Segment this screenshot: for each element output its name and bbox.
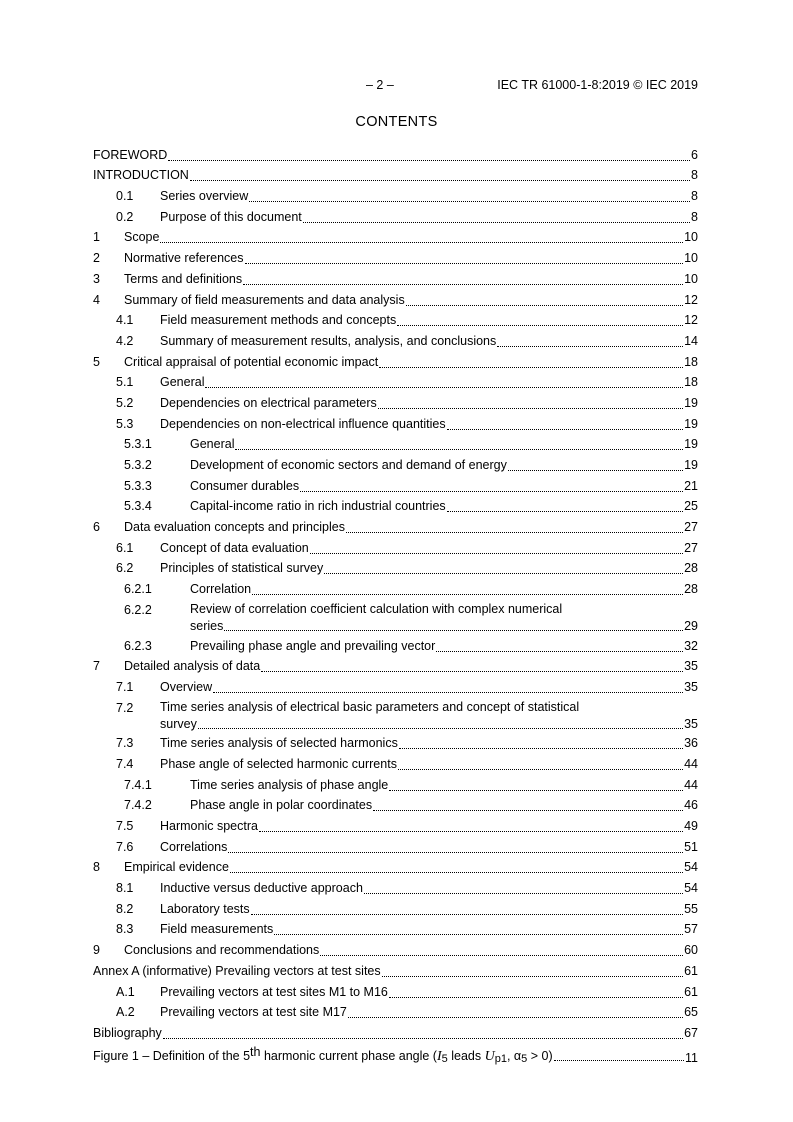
toc-entry-number: 5.3.3: [124, 478, 152, 493]
toc-entry-number: 5.1: [116, 375, 134, 390]
toc-entry[interactable]: [93, 558, 698, 579]
toc-entry-page: 51: [684, 839, 698, 854]
toc-entry-title: Terms and definitions: [124, 271, 243, 286]
toc-entry-number: 5.3: [116, 416, 134, 431]
toc-entry-page: 61: [684, 984, 698, 999]
toc-entry-title: Series overview: [160, 189, 249, 204]
toc-entry-title: Inductive versus deductive approach: [160, 881, 363, 896]
toc-entry[interactable]: [93, 919, 698, 940]
toc-entry-number: 8.2: [116, 901, 134, 916]
toc-entry[interactable]: [93, 413, 698, 434]
dot-leader: [230, 871, 683, 873]
toc-entry[interactable]: [93, 857, 698, 878]
toc-entry-number: 7.2: [116, 700, 134, 715]
toc-entry-page: 8: [691, 189, 698, 204]
toc-entry[interactable]: [93, 392, 698, 413]
toc-entry[interactable]: [93, 774, 698, 795]
toc-entry-page: 49: [684, 819, 698, 833]
toc-entry-number: 7.5: [116, 819, 134, 833]
toc-entry[interactable]: [93, 289, 698, 310]
toc-entry-number: 5.3.1: [124, 437, 152, 452]
toc-entry[interactable]: [93, 960, 698, 981]
toc-entry-title: Scope: [124, 230, 160, 245]
toc-entry-page: 19: [684, 458, 698, 472]
toc-entry-title: Detailed analysis of data: [124, 659, 261, 674]
toc-entry-number: 6: [93, 520, 100, 535]
toc-entry[interactable]: [93, 697, 698, 733]
toc-entry-page: 6: [691, 147, 698, 162]
dot-leader: [310, 552, 683, 554]
dot-leader: [274, 933, 683, 935]
toc-entry-title-continued: series: [190, 618, 224, 633]
toc-entry-number: 6.2: [116, 561, 134, 576]
dot-leader: [497, 345, 683, 347]
toc-entry-page: 19: [684, 416, 698, 431]
toc-entry-title: Conclusions and recommendations: [124, 943, 320, 958]
dot-leader: [389, 996, 683, 998]
toc-entry-page: 8: [691, 209, 698, 224]
toc-entry-title: Concept of data evaluation: [160, 540, 309, 555]
dot-leader: [213, 691, 683, 693]
toc-entry-number: 8.3: [116, 922, 134, 937]
toc-entry[interactable]: [93, 795, 698, 816]
toc-entry-page: 67: [684, 1025, 698, 1040]
toc-entry-title: Dependencies on electrical parameters: [160, 395, 377, 410]
toc-entry[interactable]: [93, 836, 698, 857]
page-header: [0, 78, 793, 94]
table-of-contents: [93, 144, 698, 1043]
toc-entry-page: 57: [684, 922, 698, 937]
toc-entry-number: 7.4: [116, 756, 134, 771]
dot-leader: [235, 448, 683, 450]
dot-leader: [320, 954, 683, 956]
toc-entry-title: FOREWORD: [93, 147, 168, 162]
toc-entry-page: 25: [684, 499, 698, 514]
toc-entry-page: 28: [684, 561, 698, 576]
toc-entry-title: Purpose of this document: [160, 209, 302, 224]
toc-entry-title: Field measurements: [160, 922, 274, 937]
dot-leader: [508, 469, 683, 471]
toc-entry-number: 8: [93, 860, 100, 875]
toc-entry-number: 7: [93, 659, 100, 674]
toc-entry-title: Prevailing vectors at test site M17: [160, 1005, 347, 1020]
toc-entry[interactable]: [93, 676, 698, 697]
toc-entry[interactable]: [93, 144, 698, 165]
toc-entry-page: 60: [684, 943, 698, 958]
toc-entry-title: Prevailing vectors at test sites M1 to M16: [160, 984, 388, 999]
toc-entry-title: Time series analysis of phase angle: [190, 777, 389, 792]
toc-entry-page: 54: [684, 860, 698, 875]
dot-leader: [303, 221, 690, 223]
toc-entry[interactable]: [93, 1022, 698, 1043]
toc-entry[interactable]: [93, 1002, 698, 1023]
toc-entry-title: Field measurement methods and concepts: [160, 313, 397, 328]
toc-entry-title: Summary of field measurements and data analysis: [124, 292, 405, 307]
dot-leader: [447, 510, 683, 512]
toc-entry-title: Dependencies on non-electrical influence quantities: [160, 416, 446, 431]
toc-entry-title: Prevailing phase angle and prevailing vector: [190, 638, 436, 653]
figure-title: Figure 1 – Definition of the 5th harmonic current phase angle ($I_5$ leads $U_{p1}$, $\alpha_5 > 0$): [93, 1045, 553, 1065]
toc-entry[interactable]: [93, 434, 698, 455]
toc-entry-number: 7.3: [116, 736, 134, 751]
toc-entry-page: 35: [684, 659, 698, 674]
toc-entry[interactable]: [93, 635, 698, 656]
toc-entry-page: 44: [684, 777, 698, 792]
toc-entry[interactable]: [93, 206, 698, 227]
dot-leader: [228, 851, 683, 853]
toc-entry-number: 0.2: [116, 209, 134, 224]
toc-entry[interactable]: [93, 599, 698, 635]
dot-leader: [205, 386, 683, 388]
toc-entry-title: Data evaluation concepts and principles: [124, 520, 345, 535]
dot-leader: [447, 428, 683, 430]
toc-entry[interactable]: [93, 454, 698, 475]
dot-leader: [245, 262, 684, 264]
toc-entry-page: 10: [684, 271, 698, 286]
dot-leader: [378, 407, 683, 409]
toc-entry[interactable]: [93, 753, 698, 774]
toc-entry[interactable]: [93, 165, 698, 186]
toc-entry-title: Principles of statistical survey: [160, 561, 324, 576]
toc-entry-title: Time series analysis of selected harmonics: [160, 736, 398, 751]
dot-leader: [252, 593, 683, 595]
toc-entry-number: 5.3.2: [124, 458, 152, 472]
dot-leader: [300, 490, 683, 492]
toc-entry-title: General: [190, 437, 235, 452]
toc-entry-number: 5: [93, 354, 100, 369]
toc-entry-page: 19: [684, 437, 698, 452]
toc-entry-page: 27: [684, 540, 698, 555]
toc-entry-title: Correlation: [190, 582, 252, 597]
toc-entry-page: 35: [684, 679, 698, 694]
toc-entry[interactable]: [93, 537, 698, 558]
toc-entry[interactable]: [93, 877, 698, 898]
toc-entry-number: 5.3.4: [124, 499, 152, 514]
toc-entry-page: 46: [684, 798, 698, 813]
toc-entry-title: General: [160, 375, 205, 390]
dot-leader: [163, 1037, 683, 1039]
toc-entry-number: 8.1: [116, 881, 134, 896]
toc-entry-page: 14: [684, 333, 698, 348]
dot-leader: [251, 913, 683, 915]
document-identifier: IEC TR 61000-1-8:2019 © IEC 2019: [497, 78, 698, 92]
toc-entry-title: Overview: [160, 679, 213, 694]
toc-entry-number: 2: [93, 251, 100, 266]
dot-leader: [198, 727, 683, 729]
toc-entry-page: 8: [691, 168, 698, 183]
toc-entry[interactable]: [93, 268, 698, 289]
toc-entry-number: 3: [93, 271, 100, 286]
toc-entry[interactable]: [93, 496, 698, 517]
toc-entry[interactable]: [93, 227, 698, 248]
toc-entry-page: 10: [684, 230, 698, 245]
toc-entry-number: 7.1: [116, 679, 134, 694]
toc-entry-title: Phase angle in polar coordinates: [190, 798, 373, 813]
dot-leader: [436, 650, 683, 652]
toc-entry-title: Correlations: [160, 839, 228, 854]
toc-entry-number: 1: [93, 230, 100, 245]
toc-entry-title: Bibliography: [93, 1025, 162, 1040]
toc-entry-title: Capital-income ratio in rich industrial countries: [190, 499, 446, 514]
toc-entry-page: 28: [684, 582, 698, 597]
page-number: – 2 –: [366, 78, 394, 92]
toc-entry-number: 7.4.2: [124, 798, 152, 813]
dot-leader: [261, 670, 683, 672]
dot-leader: [348, 1016, 683, 1018]
toc-entry-number: 6.2.3: [124, 638, 152, 653]
toc-entry[interactable]: [93, 247, 698, 268]
toc-entry-page: 32: [684, 638, 698, 653]
toc-entry-page: 27: [684, 520, 698, 535]
toc-entry[interactable]: [93, 733, 698, 754]
dot-leader: [398, 768, 683, 770]
dot-leader: [389, 789, 683, 791]
dot-leader: [397, 324, 683, 326]
toc-entry[interactable]: [93, 330, 698, 351]
toc-entry-number: 4.2: [116, 333, 134, 348]
dot-leader: [382, 975, 683, 977]
toc-entry[interactable]: [93, 815, 698, 836]
toc-entry-title: Empirical evidence: [124, 860, 229, 875]
toc-entry-number: A.1: [116, 984, 135, 999]
dot-leader: [160, 241, 683, 243]
toc-entry-page: 18: [684, 354, 698, 369]
toc-entry[interactable]: [93, 516, 698, 537]
dot-leader: [373, 809, 683, 811]
toc-entry-page: 18: [684, 375, 698, 390]
toc-entry-page: 12: [684, 313, 698, 328]
toc-entry-page: 44: [684, 756, 698, 771]
toc-entry-title: Harmonic spectra: [160, 819, 258, 833]
dot-leader: [259, 830, 683, 832]
toc-entry-title-continued: survey: [160, 716, 197, 731]
toc-entry[interactable]: [93, 185, 698, 206]
toc-entry-title: Normative references: [124, 251, 244, 266]
toc-entry-number: 7.6: [116, 839, 134, 854]
figure-list-entry[interactable]: [93, 1045, 698, 1065]
toc-entry-title: INTRODUCTION: [93, 168, 189, 183]
toc-entry-title: Development of economic sectors and demand of energy: [190, 458, 507, 472]
dot-leader: [249, 200, 690, 202]
dot-leader: [399, 747, 683, 749]
toc-entry-number: 5.2: [116, 395, 134, 410]
dot-leader: [243, 283, 683, 285]
dot-leader: [379, 366, 683, 368]
toc-entry-page: 61: [684, 963, 698, 978]
toc-entry-number: 6.1: [116, 540, 134, 555]
toc-entry[interactable]: [93, 351, 698, 372]
toc-entry-page: 12: [684, 292, 698, 307]
toc-entry-number: 7.4.1: [124, 777, 152, 792]
dot-leader: [554, 1059, 684, 1061]
toc-entry-title: Review of correlation coefficient calculation with complex numerical: [190, 601, 563, 616]
toc-entry-page: 21: [684, 478, 698, 493]
toc-entry[interactable]: [93, 939, 698, 960]
dot-leader: [406, 304, 683, 306]
toc-entry-page: 65: [684, 1005, 698, 1020]
toc-entry-number: 4.1: [116, 313, 134, 328]
toc-entry-title: Annex A (informative) Prevailing vectors at test sites: [93, 963, 381, 978]
toc-entry-page: 55: [684, 901, 698, 916]
toc-entry-title: Critical appraisal of potential economic impact: [124, 354, 379, 369]
toc-entry-number: 4: [93, 292, 100, 307]
toc-entry-page: 36: [684, 736, 698, 751]
toc-entry-title: Time series analysis of electrical basic parameters and concept of statistical: [160, 699, 580, 714]
toc-entry-title: Summary of measurement results, analysis, and conclusions: [160, 333, 497, 348]
toc-entry[interactable]: [93, 310, 698, 331]
toc-entry-number: 6.2.1: [124, 582, 152, 597]
toc-entry[interactable]: [93, 475, 698, 496]
dot-leader: [346, 531, 683, 533]
toc-entry-number: 9: [93, 943, 100, 958]
toc-entry-number: 0.1: [116, 189, 134, 204]
dot-leader: [190, 179, 690, 181]
toc-entry-page: 29: [684, 618, 698, 633]
toc-entry-title: Consumer durables: [190, 478, 300, 493]
toc-entry-title: Phase angle of selected harmonic currents: [160, 756, 397, 771]
dot-leader: [168, 159, 690, 161]
toc-entry-page: 19: [684, 395, 698, 410]
toc-entry[interactable]: [93, 981, 698, 1002]
contents-title: CONTENTS: [355, 114, 438, 130]
toc-entry[interactable]: [93, 578, 698, 599]
toc-entry[interactable]: [93, 372, 698, 393]
dot-leader: [224, 629, 683, 631]
toc-entry-page: 10: [684, 251, 698, 266]
figure-page-number: 11: [685, 1051, 698, 1065]
toc-entry[interactable]: [93, 656, 698, 677]
dot-leader: [364, 892, 683, 894]
toc-entry-number: A.2: [116, 1005, 135, 1020]
dot-leader: [324, 572, 683, 574]
toc-entry[interactable]: [93, 898, 698, 919]
toc-entry-page: 35: [684, 716, 698, 731]
toc-entry-title: Laboratory tests: [160, 901, 250, 916]
toc-entry-page: 54: [684, 881, 698, 896]
toc-entry-number: 6.2.2: [124, 602, 152, 617]
